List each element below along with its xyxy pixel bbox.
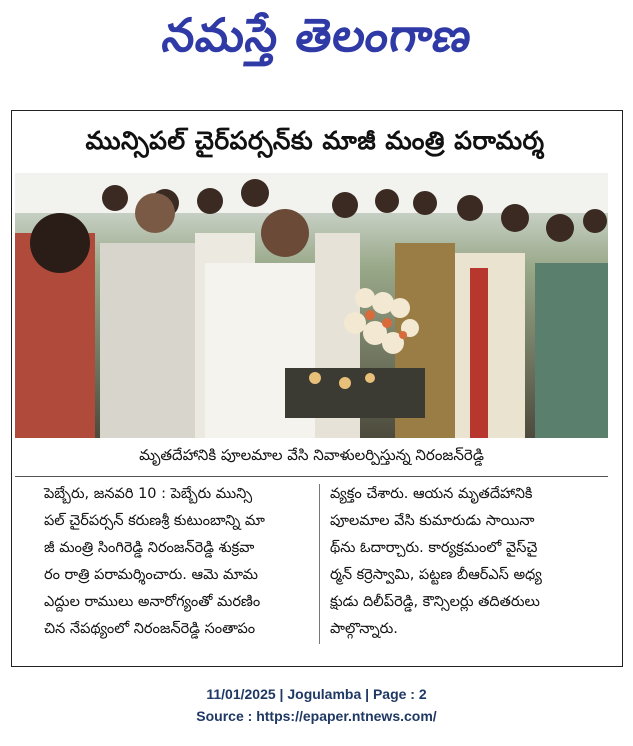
body-line: రం రాత్రి పరామర్శించారు. ఆమె మామ — [44, 567, 258, 583]
body-line: పాల్గొన్నారు. — [330, 621, 398, 637]
body-line: ఎద్దుల రాములు అనారోగ్యంతో మరణిం — [44, 594, 261, 610]
photo-illustration — [15, 173, 608, 438]
newspaper-masthead — [0, 6, 633, 76]
column-divider — [319, 484, 320, 644]
body-line: చిన నేపథ్యంలో నిరంజన్‌రెడ్డి సంతాపం — [44, 621, 256, 637]
article-body-right-column — [330, 481, 612, 643]
body-line: వ్యక్తం చేశారు. ఆయన మృతదేహానికి — [330, 486, 533, 502]
body-line: పెబ్బేరు, జనవరి 10 : పెబ్బేరు మున్సి — [44, 486, 253, 502]
article-headline — [20, 122, 610, 166]
caption-divider — [15, 476, 608, 477]
body-line: క్షుడు దిలీప్‌రెడ్డి, కౌన్సిలర్లు తదితరులు — [330, 594, 540, 610]
body-line: పల్ చైర్‌పర్సన్ కరుణశ్రీ కుటుంబాన్ని మా — [44, 513, 265, 529]
body-line: జీ మంత్రి సింగిరెడ్డి నిరంజన్‌రెడ్డి శుక్రవా — [44, 540, 255, 556]
article-body-left-column — [44, 481, 309, 643]
headline-text: మున్సిపల్ చైర్‌పర్సన్‌కు మాజీ మంత్రి పరామర్శ — [85, 126, 545, 155]
edition-info: 11/01/2025 | Jogulamba | Page : 2 — [206, 686, 427, 702]
body-line: పూలమాల వేసి కుమారుడు సాయినా — [330, 513, 535, 529]
masthead-title: నమస్తే తెలంగాణ — [158, 8, 476, 62]
photo-caption — [15, 442, 608, 472]
article-photo — [15, 173, 608, 438]
body-line: థ్‌ను ఓదార్చారు. కార్యక్రమంలో వైస్‌చై — [330, 540, 538, 556]
photo-caption-text: మృతదేహానికి పూలమాల వేసి నివాళులర్పిస్తున్న నిరంజన్‌రెడ్డి — [139, 446, 484, 464]
body-line: ర్మన్ కర్రెస్వామి, పట్టణ బీఆర్‌ఎస్ అధ్య — [330, 567, 542, 583]
source-link[interactable]: Source : https://epaper.ntnews.com/ — [196, 708, 437, 724]
